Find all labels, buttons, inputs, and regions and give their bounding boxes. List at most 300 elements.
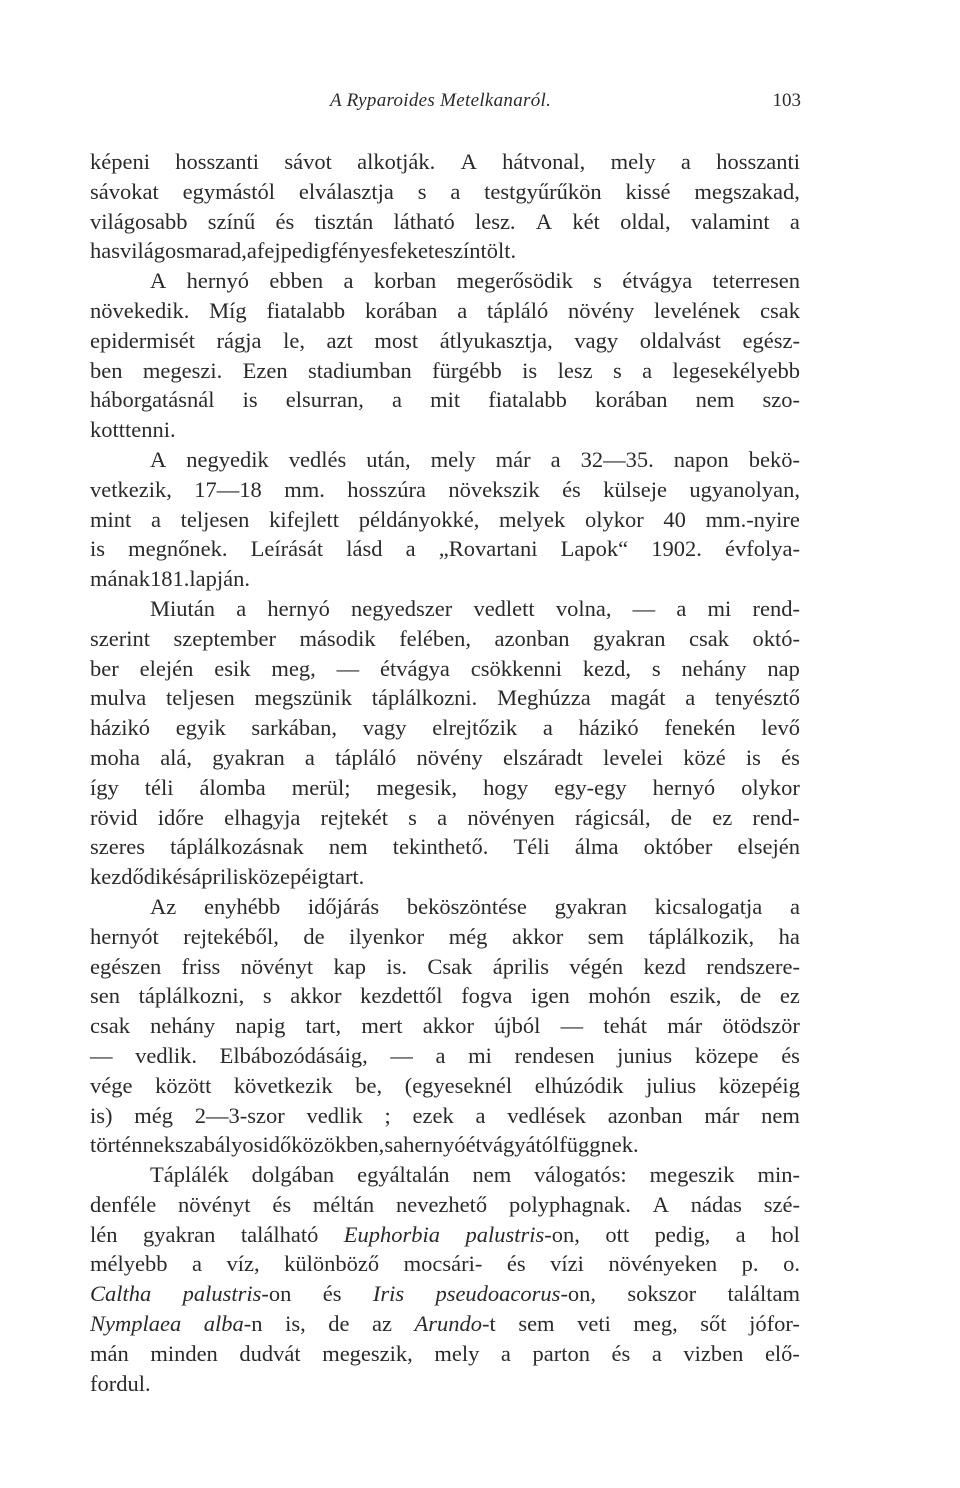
word: elején xyxy=(139,655,194,681)
word: évfolya- xyxy=(725,536,800,562)
word: fenekén xyxy=(664,715,736,741)
word: s xyxy=(612,357,622,383)
word: 2—3-szor xyxy=(194,1102,285,1128)
word: lásd xyxy=(346,536,383,562)
text-line xyxy=(90,1101,800,1131)
word: vedlett xyxy=(473,595,535,621)
word: a xyxy=(550,446,561,472)
word: be, xyxy=(355,1072,383,1098)
word: beköszöntése xyxy=(406,893,527,919)
word: az xyxy=(372,1311,392,1337)
word: házikó xyxy=(90,715,150,741)
word: s xyxy=(384,1132,394,1158)
word: növényeken xyxy=(608,1251,718,1277)
text-line xyxy=(90,505,800,535)
word: a xyxy=(343,268,354,294)
word: találtam xyxy=(727,1281,800,1307)
word: gyakran xyxy=(212,744,285,770)
word: már xyxy=(495,446,531,472)
word: nevezhető xyxy=(395,1191,488,1217)
text-line xyxy=(90,1249,800,1279)
word: szo- xyxy=(762,387,800,413)
word: vízi xyxy=(550,1251,584,1277)
word: volna, xyxy=(555,595,612,621)
word: válogatós: xyxy=(534,1162,627,1188)
text-line xyxy=(90,892,800,922)
word: egész- xyxy=(742,327,800,353)
word: fekete xyxy=(389,238,445,264)
word: napon xyxy=(673,446,729,472)
word: szé- xyxy=(763,1191,800,1217)
word: akkor xyxy=(511,923,564,949)
word: (egyeseknél xyxy=(404,1072,513,1098)
word: a xyxy=(676,595,687,621)
word: is, xyxy=(285,1311,306,1337)
word: mulva xyxy=(90,685,147,711)
word: teljesen xyxy=(180,506,250,532)
word: közé xyxy=(683,744,726,770)
running-title: A Ryparoides Metelkanaról. xyxy=(330,90,552,111)
word: esik xyxy=(214,655,251,681)
word: fényes xyxy=(330,238,390,264)
word: meg, xyxy=(271,655,316,681)
word: tart, xyxy=(305,1013,342,1039)
text-line xyxy=(90,1071,800,1101)
word: rágicsál, xyxy=(574,804,651,830)
text-line xyxy=(90,236,800,266)
word: fiatalabb xyxy=(266,297,346,323)
word: színű xyxy=(207,208,256,234)
word: hosszanti xyxy=(175,149,260,174)
word: — xyxy=(560,1013,584,1039)
word: a xyxy=(457,297,468,323)
word: már xyxy=(667,1013,703,1039)
text-line xyxy=(90,177,800,207)
word: növekszik xyxy=(448,476,540,502)
text-line xyxy=(90,1220,800,1250)
word: pedig xyxy=(280,238,331,264)
word: a xyxy=(246,238,257,264)
text-line xyxy=(90,952,800,982)
text-line xyxy=(90,385,800,415)
word: a xyxy=(304,744,315,770)
word: a xyxy=(393,1132,404,1158)
word: a xyxy=(685,685,696,711)
text-line xyxy=(90,832,800,862)
text-line xyxy=(90,266,800,296)
word: mely xyxy=(430,446,476,472)
word: minden xyxy=(150,1340,218,1366)
word: képeni xyxy=(90,149,150,174)
word: ben xyxy=(90,357,123,383)
text-line xyxy=(90,1279,800,1309)
word: időjárás xyxy=(307,893,380,919)
word: A xyxy=(150,268,167,294)
word: tenyésztő xyxy=(715,685,800,711)
word: teljesen xyxy=(166,685,235,711)
word: még xyxy=(134,1102,173,1128)
word: palustris-on xyxy=(182,1281,292,1307)
text-line xyxy=(90,475,800,505)
word: kezdettől xyxy=(360,983,443,1009)
word: a xyxy=(435,1042,446,1068)
word: sávot xyxy=(284,149,332,174)
word: korában xyxy=(364,297,438,323)
word: hernyót xyxy=(90,923,159,949)
word: már xyxy=(704,1102,740,1128)
word: A xyxy=(652,1191,669,1217)
word: marad, xyxy=(185,238,247,264)
word: tápláló xyxy=(335,744,397,770)
word: akkor xyxy=(422,1013,474,1039)
word: közepe xyxy=(694,1042,759,1068)
word: friss xyxy=(181,953,221,979)
word: parton xyxy=(532,1340,590,1366)
word: kezdődik xyxy=(90,864,173,890)
word: azt xyxy=(326,327,353,353)
text-line xyxy=(90,981,800,1011)
word: denféle xyxy=(90,1191,157,1217)
word: nehány xyxy=(150,1013,216,1039)
word: következik xyxy=(233,1072,333,1098)
word: is xyxy=(242,387,258,413)
word: elhagyja xyxy=(224,804,301,830)
word: mm.-nyire xyxy=(705,506,800,532)
word: hernyó xyxy=(403,1132,466,1158)
word: időközökben, xyxy=(262,1132,385,1158)
word: rendesen xyxy=(514,1042,595,1068)
word: merül; xyxy=(291,774,351,800)
word: Meghúzza xyxy=(497,685,591,711)
word: oldal, xyxy=(620,208,671,234)
word: megeszik, xyxy=(322,1340,413,1366)
word: vetkezik, xyxy=(90,476,172,502)
word: o. xyxy=(783,1251,800,1277)
word: kott xyxy=(90,417,126,443)
word: még xyxy=(448,923,488,949)
word: a xyxy=(437,804,448,830)
word: alkotják. xyxy=(357,149,436,174)
text-line xyxy=(90,534,800,564)
word: alba-n xyxy=(203,1311,263,1337)
word: a xyxy=(236,595,247,621)
word: és xyxy=(562,476,581,502)
word: enyhébb xyxy=(203,893,281,919)
word: és xyxy=(781,744,800,770)
word: közepéig xyxy=(718,1072,800,1098)
text-line xyxy=(90,147,800,177)
text-line xyxy=(90,207,800,237)
text-line xyxy=(90,1041,800,1071)
word: növényt xyxy=(178,1191,251,1217)
word: mely xyxy=(434,1340,480,1366)
word: rendszere- xyxy=(706,953,800,979)
word: vagy xyxy=(574,327,619,353)
word: fordul. xyxy=(90,1370,151,1396)
word: elszáradt xyxy=(502,744,583,770)
word: sen xyxy=(90,983,120,1009)
word: polyphagnak. xyxy=(508,1191,631,1217)
word: — xyxy=(632,595,656,621)
word: Leírását xyxy=(250,536,324,562)
word: megszakad, xyxy=(694,178,800,204)
word: színt xyxy=(444,238,487,264)
word: hol xyxy=(771,1221,800,1247)
word: szeptember xyxy=(173,625,276,651)
word: mert xyxy=(361,1013,403,1039)
word: rejtekéből, xyxy=(183,923,279,949)
word: újból xyxy=(494,1013,541,1039)
word: megerősödik xyxy=(456,268,573,294)
word: mélyebb xyxy=(90,1251,168,1277)
word: vedlések xyxy=(507,1102,586,1128)
word: ez xyxy=(779,983,800,1009)
word: hátvonal, xyxy=(502,149,586,174)
word: most xyxy=(374,327,419,353)
word: gyakran xyxy=(142,1221,216,1247)
running-header xyxy=(90,88,800,118)
word: jófor- xyxy=(749,1311,800,1337)
word: has xyxy=(90,238,120,264)
word: és xyxy=(322,1281,342,1307)
word: egyik xyxy=(175,715,226,741)
word: mm. xyxy=(284,476,325,502)
word: 1902. xyxy=(651,536,702,562)
word: is. xyxy=(386,953,408,979)
word: a xyxy=(735,1221,746,1247)
word: fogva xyxy=(461,983,513,1009)
word: kicsalogatja xyxy=(654,893,763,919)
word: és xyxy=(275,208,295,234)
word: Csak xyxy=(427,953,473,979)
word: csak xyxy=(760,297,800,323)
word: ; xyxy=(384,1102,391,1128)
word: teterresen xyxy=(712,268,800,294)
word: és xyxy=(611,1340,631,1366)
word: tápláló xyxy=(486,297,549,323)
word: egyáltalán xyxy=(357,1162,450,1188)
word: a xyxy=(500,1340,511,1366)
word: negyedik xyxy=(186,446,269,472)
word: 17—18 xyxy=(194,476,262,502)
word: hernyó xyxy=(652,774,716,800)
word: októ- xyxy=(752,625,800,651)
word: rövid xyxy=(90,804,138,830)
word: a xyxy=(789,893,800,919)
word: mit xyxy=(430,387,461,413)
word: nem xyxy=(328,834,368,860)
word: alá, xyxy=(160,744,193,770)
word: felében, xyxy=(399,625,472,651)
text-line xyxy=(90,713,800,743)
word: nádas xyxy=(690,1191,742,1217)
word: eszik, xyxy=(669,983,722,1009)
word: sem xyxy=(518,1311,555,1337)
word: legesekélyebb xyxy=(672,357,800,383)
word: fürgébb xyxy=(432,357,502,383)
word: mint xyxy=(90,506,132,532)
word: így xyxy=(90,774,119,800)
word: de xyxy=(670,804,693,830)
word: p. xyxy=(741,1251,759,1277)
word: s xyxy=(408,804,417,830)
word: Míg xyxy=(209,297,247,323)
word: téli xyxy=(144,774,174,800)
word: növényen xyxy=(467,804,555,830)
word: min- xyxy=(757,1162,800,1188)
word: ez xyxy=(712,804,733,830)
word: tisztán xyxy=(314,208,374,234)
word: elhúzódik xyxy=(534,1072,624,1098)
word: nehány xyxy=(681,655,747,681)
word: de xyxy=(303,923,325,949)
word: található xyxy=(240,1221,319,1247)
word: vedlik. xyxy=(135,1042,198,1068)
word: — xyxy=(336,655,360,681)
word: ebben xyxy=(269,268,324,294)
word: negyedszer xyxy=(351,595,453,621)
word: két xyxy=(572,208,600,234)
word: a xyxy=(391,387,402,413)
word: étvágya xyxy=(622,268,693,294)
word: — xyxy=(390,1042,413,1068)
word: meg, xyxy=(633,1311,678,1337)
word: rend- xyxy=(752,804,800,830)
text-line xyxy=(90,564,800,594)
text-line xyxy=(90,654,800,684)
word: napig xyxy=(235,1013,286,1039)
word: és xyxy=(506,1251,526,1277)
word: vagy xyxy=(362,715,407,741)
word: magát xyxy=(610,685,666,711)
word: oldalvást xyxy=(639,327,721,353)
text-line xyxy=(90,743,800,773)
word: méltán xyxy=(312,1191,375,1217)
word: a xyxy=(192,1251,202,1277)
word: le, xyxy=(283,327,305,353)
word: álma xyxy=(574,834,619,860)
word: levelének xyxy=(654,297,741,323)
word: korában xyxy=(595,387,668,413)
word: a xyxy=(542,715,553,741)
word: külseje xyxy=(603,476,667,502)
text-line xyxy=(90,1130,800,1160)
word: ölt. xyxy=(486,238,517,264)
word: nem xyxy=(472,1162,512,1188)
word: hosszúra xyxy=(347,476,426,502)
text-line xyxy=(90,445,800,475)
word: kap xyxy=(333,953,367,979)
word: megesik, xyxy=(376,774,458,800)
word: április xyxy=(492,953,549,979)
word: rágja xyxy=(216,327,262,353)
word: szeres xyxy=(90,834,145,860)
word: nem xyxy=(761,1102,800,1128)
word: egy-egy xyxy=(554,774,627,800)
word: lesz xyxy=(557,357,593,383)
word: átlyukasztja, xyxy=(439,327,553,353)
word: megnőnek. xyxy=(128,536,228,562)
word: fiatalabb xyxy=(488,387,567,413)
word: 32—35. xyxy=(580,446,654,472)
word: világos xyxy=(120,238,185,264)
word: lapján. xyxy=(189,566,250,592)
word: olykor xyxy=(741,774,800,800)
word: növényt xyxy=(240,953,314,979)
word: de xyxy=(328,1311,350,1337)
word: junius xyxy=(617,1042,673,1068)
word: julius xyxy=(646,1072,697,1098)
word: mán xyxy=(90,1340,129,1366)
word: vizben xyxy=(683,1340,744,1366)
word: mocsári- xyxy=(403,1251,483,1277)
word: hernyó xyxy=(186,268,250,294)
word: között xyxy=(155,1072,212,1098)
word: elsurran, xyxy=(285,387,364,413)
word: étvágya xyxy=(379,655,450,681)
word: Az xyxy=(150,893,177,919)
text-line xyxy=(90,1339,800,1369)
word: víz, xyxy=(226,1251,260,1277)
word: valamint xyxy=(690,208,770,234)
word: mának xyxy=(90,566,150,592)
word: október xyxy=(643,834,713,860)
word: mi xyxy=(707,595,732,621)
word: a xyxy=(150,506,161,532)
text-line xyxy=(90,296,800,326)
word: után, xyxy=(366,446,411,472)
word: melyek xyxy=(499,506,566,532)
word: április xyxy=(191,864,248,890)
word: Lapok“ xyxy=(560,536,629,562)
word: mi xyxy=(468,1042,492,1068)
word: növény xyxy=(567,297,635,323)
word: tenni. xyxy=(125,417,176,443)
word: Táplálék xyxy=(150,1162,229,1188)
word: álomba xyxy=(199,774,266,800)
word: vedlik xyxy=(306,1102,363,1128)
word: levelei xyxy=(603,744,664,770)
word: — xyxy=(90,1042,113,1068)
text-line xyxy=(90,1309,800,1339)
word: vége xyxy=(90,1072,133,1098)
word: a xyxy=(405,536,416,562)
word: fej xyxy=(256,238,281,264)
word: Miután xyxy=(150,595,215,621)
word: Caltha xyxy=(90,1281,152,1307)
text-line xyxy=(90,1369,800,1399)
word: függnek. xyxy=(559,1132,639,1158)
text-line xyxy=(90,1190,800,1220)
text-line xyxy=(90,326,800,356)
text-line xyxy=(90,415,800,445)
word: 181. xyxy=(149,566,190,592)
text-line xyxy=(90,1011,800,1041)
word: elválasztja xyxy=(298,178,394,204)
word: történnek xyxy=(90,1132,175,1158)
word: moha xyxy=(90,744,140,770)
word: elő- xyxy=(764,1340,800,1366)
word: Téli xyxy=(513,834,550,860)
word: kezd xyxy=(643,953,686,979)
word: palustris-on, xyxy=(465,1221,580,1247)
word: egymástól xyxy=(182,178,276,204)
word: 40 xyxy=(663,506,686,532)
word: látható xyxy=(393,208,455,234)
word: A xyxy=(535,208,553,234)
word: ezek xyxy=(412,1102,454,1128)
word: lén xyxy=(90,1221,118,1247)
